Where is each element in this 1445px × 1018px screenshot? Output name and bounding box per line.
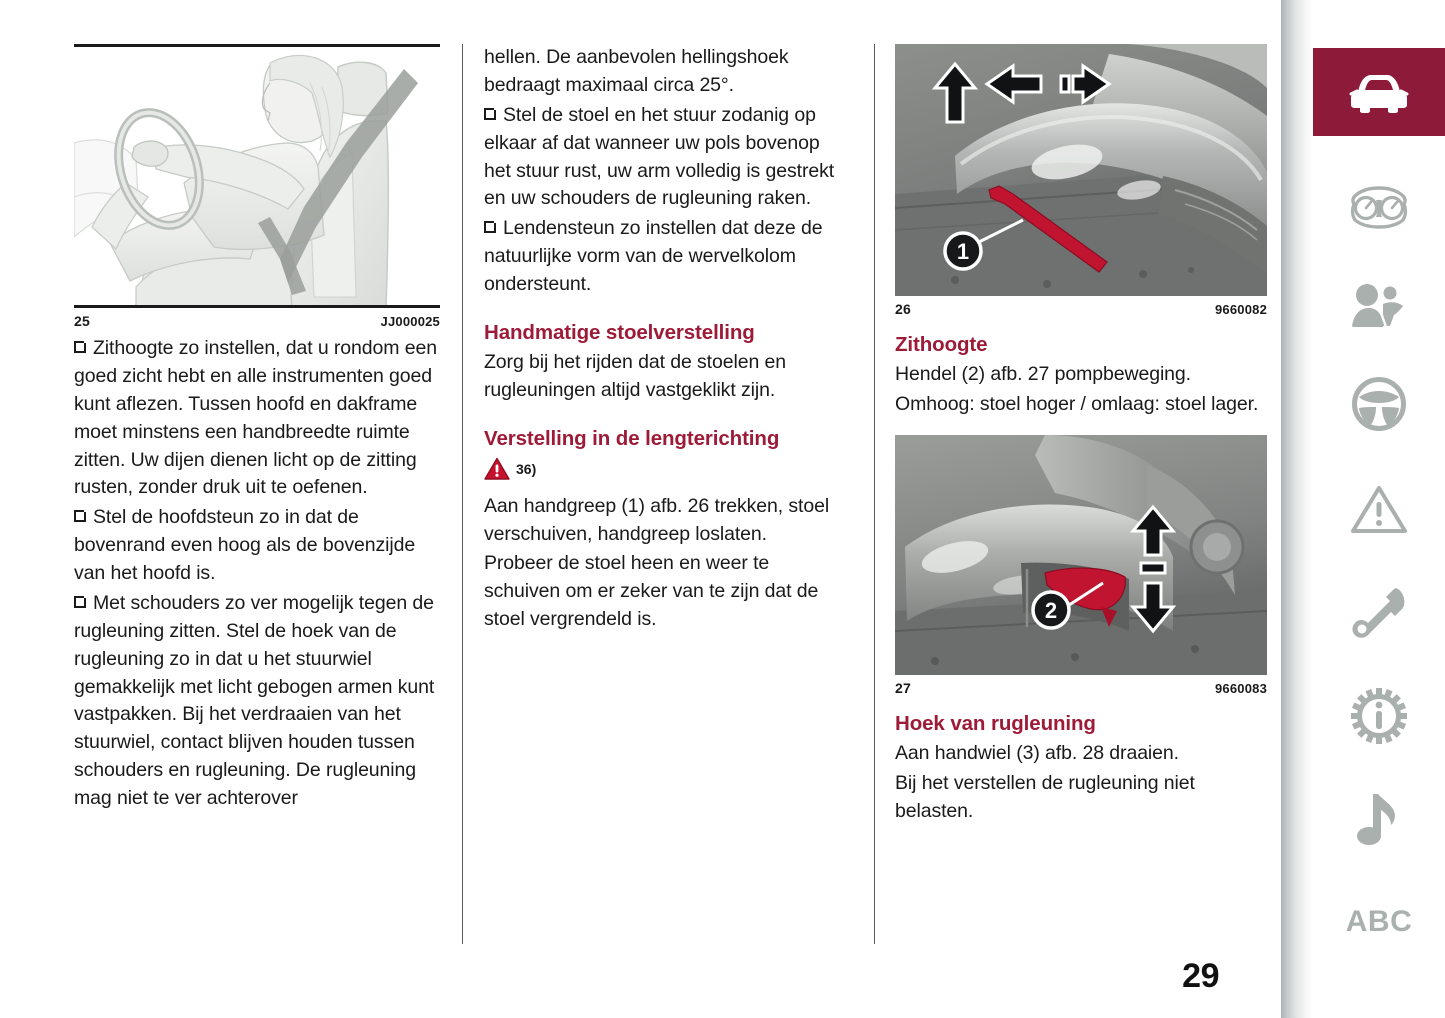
bullet-seat-steering: [484, 102, 846, 214]
figure-27-callout-2: 2: [1044, 597, 1058, 623]
bullet-headrest-text: Stel de hoofdsteun zo in dat de bovenrand even hoog als de bovenzijde van het hoofd is.: [74, 506, 416, 584]
wrench-icon: [1352, 585, 1406, 639]
tab-steering-controls[interactable]: [1313, 360, 1445, 448]
tab-technical-info[interactable]: [1313, 672, 1445, 760]
tab-safety-airbag[interactable]: [1313, 262, 1445, 350]
figure-25-image: [74, 44, 440, 308]
figure-25-caption: [74, 308, 440, 329]
warning-reference-line: [484, 457, 846, 481]
seat-fore-aft-handle-photo: [895, 44, 1267, 296]
heading-length-adjustment: Verstelling in de lengterichting: [484, 426, 780, 450]
tab-maintenance[interactable]: [1313, 568, 1445, 656]
gear-info-icon: [1351, 688, 1407, 744]
heading-seat-height: Zithoogte: [895, 333, 988, 356]
page-number: 29: [1182, 957, 1219, 995]
seat-height-para-1: Hendel (2) afb. 27 pompbeweging.: [895, 363, 1191, 385]
bullet-headrest: [74, 504, 440, 588]
tab-alphabetical-index[interactable]: [1313, 878, 1445, 966]
airbag-safety-icon: [1350, 282, 1408, 330]
backrest-para-2: Bij het verstellen de rugleuning niet belasten.: [895, 771, 1195, 822]
bullet-seat-height: [74, 335, 440, 502]
figure-26-caption: [895, 296, 1267, 317]
length-adjust-para-2: Probeer de stoel heen en weer te schuiven om er zeker van te zijn dat de stoel vergrendeld is.: [484, 552, 819, 631]
tab-emergency[interactable]: [1313, 465, 1445, 553]
page-edge-shadow: [1281, 0, 1313, 1018]
figure-25: [74, 44, 440, 329]
column-divider-2: [874, 44, 875, 944]
column-right: [895, 44, 1267, 827]
length-adjust-para-1: Aan handgreep (1) afb. 26 trekken, stoel verschuiven, handgreep loslaten.: [484, 494, 830, 545]
car-front-icon: [1348, 70, 1410, 114]
figure-26-code: 9660082: [1214, 302, 1267, 317]
figure-26-callout-1: 1: [956, 239, 970, 264]
figure-27-image: [895, 435, 1267, 675]
seat-height-lever-photo: [895, 435, 1267, 675]
figure-27-code: 9660083: [1214, 680, 1267, 696]
warning-triangle-icon: [1350, 484, 1408, 534]
backrest-para-1: Aan handwiel (3) afb. 28 draaien.: [895, 741, 1179, 764]
music-note-icon: [1357, 792, 1401, 846]
steering-wheel-icon: [1351, 376, 1407, 432]
seat-height-para-2: Omhoog: stoel hoger / omlaag: stoel lager.: [895, 392, 1259, 415]
bullet-shoulders-text: Met schouders zo ver mogelijk tegen de rugleuning zitten. Stel de hoek van de rugleuning zo in dat u het stuurwiel gemakkelijk met licht gebogen armen kunt vastpakken. Bij het verdraaien van het stuurwiel, contact blijven houden tussen schouders en rugleuning. De rugleuning mag niet te ver achterover: [74, 591, 435, 809]
figure-27-number: 27: [895, 679, 911, 696]
bullet-shoulders: [74, 590, 440, 813]
figure-26: [895, 44, 1267, 317]
bullet-seat-height-text: Zithoogte zo instellen, dat u rondom een goed zicht hebt en alle instrumenten goed kunt aflezen. Tussen hoofd en dakframe moet minstens een handbreedte ruimte zitten. Uw dijen dienen licht op de zitting rusten, zonder druk uit te oefenen.: [74, 337, 437, 499]
tab-vehicle-overview[interactable]: [1313, 48, 1445, 136]
bullet-seat-steering-text: Stel de stoel en het stuur zodanig op elkaar af dat wanneer uw pols bovenop het stuur rust, uw arm volledig is gestrekt en uw schouders de rugleuning raken.: [484, 103, 835, 210]
continuation-text: hellen. De aanbevolen hellingshoek bedraagt maximaal circa 25°.: [484, 46, 789, 96]
manual-seat-adjustment-text: Zorg bij het rijden dat de stoelen en rugleuningen altijd vastgeklikt zijn.: [484, 350, 786, 401]
driver-seating-position-illustration: [74, 47, 440, 308]
column-middle: [484, 44, 846, 636]
instrument-cluster-icon: [1348, 185, 1410, 229]
tab-multimedia[interactable]: [1313, 775, 1445, 863]
checkbox-bullet-icon: [74, 510, 86, 522]
checkbox-bullet-icon: [74, 341, 86, 353]
figure-25-number: 25: [74, 313, 90, 329]
checkbox-bullet-icon: [484, 221, 496, 233]
warning-reference-number: 36): [516, 460, 537, 477]
abc-index-icon: ABC: [1345, 905, 1413, 938]
figure-25-code: JJ000025: [380, 314, 440, 329]
figure-27-caption: [895, 675, 1267, 696]
warning-triangle-icon: [484, 457, 510, 481]
figure-26-number: 26: [895, 301, 911, 317]
heading-backrest-angle: Hoek van rugleuning: [895, 711, 1096, 735]
tab-instrument-cluster[interactable]: [1313, 163, 1445, 251]
chapter-tab-rail: [1313, 0, 1445, 1018]
bullet-lumbar-text: Lendensteun zo instellen dat deze de natuurlijke vorm van de wervelkolom ondersteunt.: [484, 217, 823, 295]
column-divider-1: [462, 44, 463, 944]
checkbox-bullet-icon: [74, 596, 86, 608]
heading-manual-seat-adjustment: Handmatige stoelverstelling: [484, 320, 755, 344]
figure-27: [895, 435, 1267, 696]
bullet-lumbar: [484, 215, 846, 299]
column-left: [74, 44, 440, 815]
checkbox-bullet-icon: [484, 108, 496, 120]
figure-26-image: [895, 44, 1267, 296]
